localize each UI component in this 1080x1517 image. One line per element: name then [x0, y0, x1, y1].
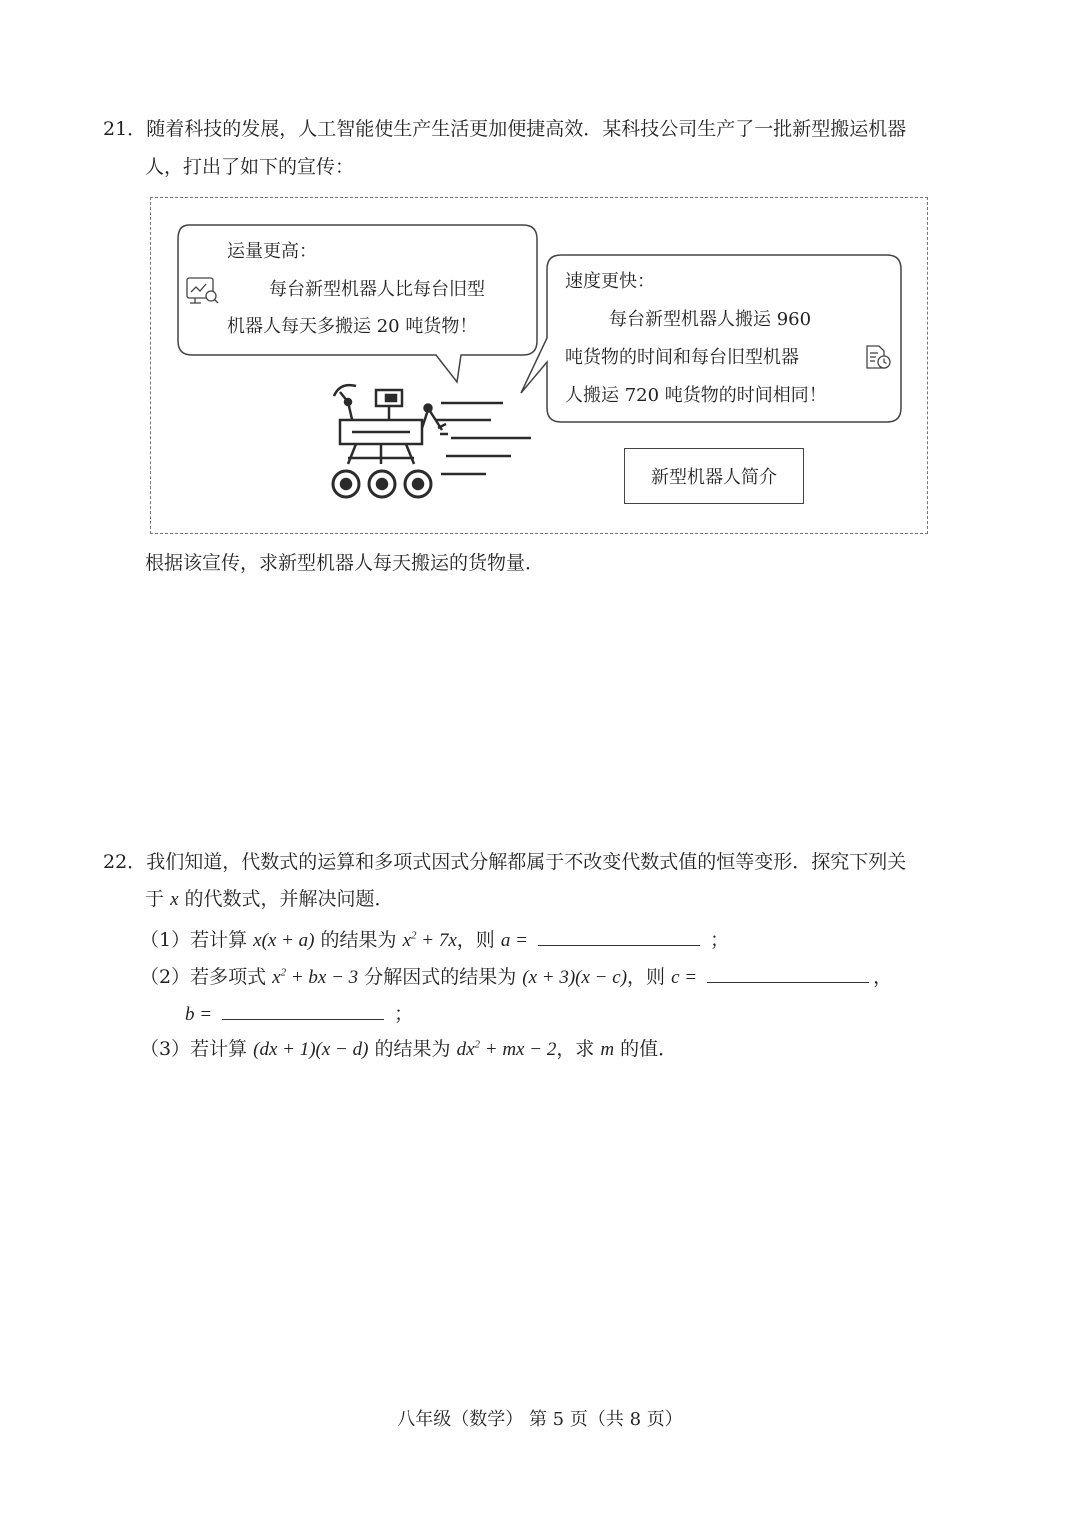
q22-p1-expr: x(x + a) — [253, 930, 315, 951]
q22-p3-expr: (dx + 1)(x − d) — [253, 1039, 369, 1060]
q22-p3-result: $dx^2$ + mx − 2 — [456, 1038, 557, 1060]
left-bubble-title: 运量更高： — [227, 241, 317, 262]
robot-rover-icon — [333, 385, 448, 497]
q22-p3-ask: ，求 — [556, 1038, 595, 1060]
q22-p2-comma: ， — [873, 966, 893, 988]
right-bubble-line1: 每台新型机器人搬运 960 — [609, 309, 812, 330]
q22-p1-var: a = — [500, 930, 528, 951]
q22-part2-b — [185, 999, 413, 1027]
q22-p3-var: m — [600, 1039, 615, 1060]
right-bubble-title: 速度更快： — [565, 271, 655, 292]
q22-p1-end: ； — [710, 929, 730, 951]
q21-text-1: 随着科技的发展，人工智能使生产生活更加便捷高效．某科技公司生产了一批新型搬运机器 — [146, 118, 907, 140]
q21-line2: 人，打出了如下的宣传： — [145, 156, 355, 178]
q22-p1-label: （1）若计算 — [140, 929, 248, 951]
q22-p2-label: （2）若多项式 — [140, 966, 267, 988]
robot-intro-button[interactable]: 新型机器人简介 — [624, 448, 804, 504]
answer-blank-a[interactable] — [538, 925, 700, 946]
q22-p2-var-c: c = — [671, 967, 698, 988]
q22-number: 22． — [103, 851, 147, 873]
promo-panel — [150, 197, 928, 534]
q22-p1-ask: ，则 — [456, 929, 495, 951]
q21-line1 — [103, 117, 906, 141]
speed-lines — [436, 403, 531, 474]
left-bubble-line2: 机器人每天多搬运 20 吨货物！ — [227, 316, 478, 337]
q22-line1 — [103, 850, 906, 874]
q22-p3-end: 的值． — [620, 1038, 678, 1060]
q22-p2-mid: 分解因式的结果为 — [364, 966, 517, 988]
q22-p2-poly: $x^2$ + bx − 3 — [272, 966, 359, 988]
right-bubble-line2: 吨货物的时间和每台旧型机器 — [565, 347, 799, 368]
q22-part3 — [140, 1037, 677, 1062]
q22-part1 — [140, 925, 729, 953]
q22-line2 — [145, 887, 394, 912]
q22-text-1: 我们知道，代数式的运算和多项式因式分解都属于不改变代数式值的恒等变形．探究下列关 — [146, 851, 907, 873]
answer-blank-b[interactable] — [222, 999, 384, 1020]
q22-line2-a: 于 — [145, 888, 165, 910]
q22-p1-result: $x^2 + 7x$ — [402, 929, 457, 951]
q22-p3-mid: 的结果为 — [374, 1038, 451, 1060]
q21-question: 根据该宣传，求新型机器人每天搬运的货物量． — [145, 552, 545, 574]
q22-p3-label: （3）若计算 — [140, 1038, 248, 1060]
q22-part2 — [140, 962, 892, 990]
left-bubble-line1: 每台新型机器人比每台旧型 — [269, 279, 485, 300]
q22-var-x: x — [170, 889, 179, 910]
q21-number: 21． — [103, 118, 147, 140]
q22-p2-var-b: b = — [185, 1004, 213, 1025]
right-bubble-line3: 人搬运 720 吨货物的时间相同！ — [565, 385, 827, 406]
q22-line2-b: 的代数式，并解决问题． — [184, 888, 394, 910]
page-footer: 八年级（数学） 第 5 页（共 8 页） — [397, 1409, 683, 1430]
answer-blank-c[interactable] — [707, 962, 869, 983]
q22-p2-ask: ，则 — [627, 966, 666, 988]
q22-p2-end: ； — [394, 1003, 414, 1025]
q22-p1-mid: 的结果为 — [320, 929, 397, 951]
q22-p2-fact: (x + 3)(x − c) — [522, 967, 628, 988]
